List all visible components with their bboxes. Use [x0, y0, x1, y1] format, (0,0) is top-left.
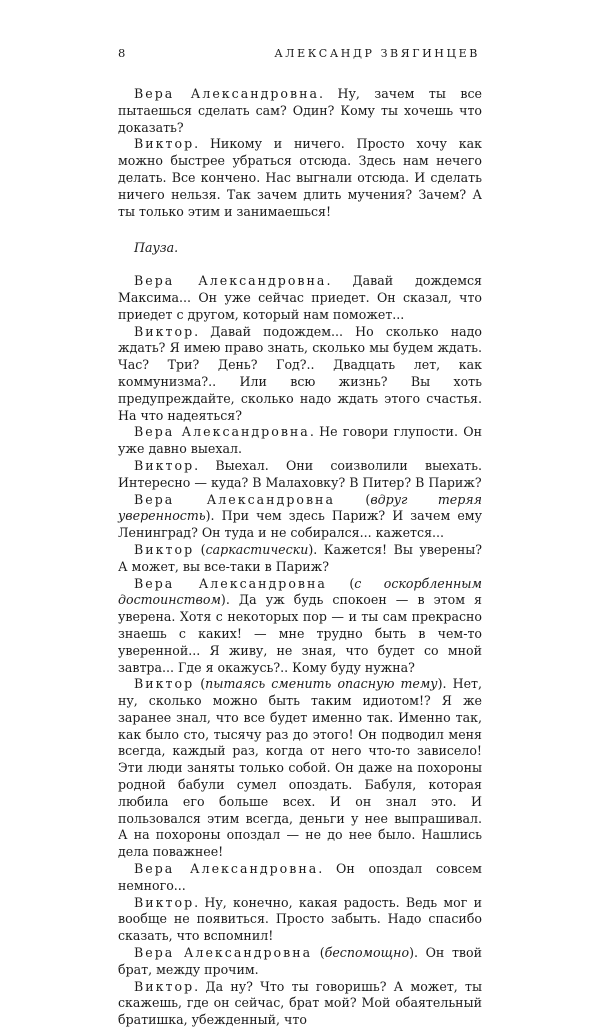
dialogue-paragraph: Виктор. Да ну? Что ты говоришь? А может, ты скажешь, где он сейчас, брат мой? Мой обаятельный братишка, убежденный, что	[118, 978, 483, 1028]
speech-text: Давай подождем... Но сколько надо ждать? Я имею право знать, сколько мы будем ждать. Час? Три? День? Год?.. Двадцать лет, как коммунизма?.. Или всю жизнь? Вы хоть предупреждайте, сколько надо ждать этого счастья. На что надеяться?	[118, 323, 482, 423]
speaker-name: Вера Александровна	[134, 86, 319, 101]
speech-text: Да уж будь спокоен — в этом я уверена. Хотя с некоторых пор — и ты сам прекрасно знаешь с каких! — мне трудно быть в чем-то уверенной... Я живу, не зная, что будет со мной завтра... Где я окажусь?.. Кому буду нужна?	[118, 592, 482, 675]
dialogue-paragraph: Виктор. Никому и ничего. Просто хочу как можно быстрее убраться отсюда. Здесь нам нечего делать. Все кончено. Нас выгнали отсюда. И сделать ничего нельзя. Так зачем длить мучения? Зачем? А ты только этим и занимаешься!	[118, 136, 482, 219]
speaker-name: Виктор	[134, 457, 195, 473]
dialogue-paragraph: Виктор (саркастически). Кажется! Вы уверены? А может, вы все-таки в Париж?	[118, 541, 483, 574]
speech-text: Он твой брат, между прочим.	[118, 945, 482, 977]
speech-text: Он опоздал совсем немного...	[118, 861, 482, 893]
stage-direction: пытаясь сменить опасную тему	[205, 676, 438, 692]
speaker-name: Виктор	[134, 978, 195, 994]
running-title: АЛЕКСАНДР ЗВЯГИНЦЕВ	[274, 47, 480, 60]
speaker-name: Вера Александровна	[134, 861, 319, 877]
speaker-name: Вера Александровна	[134, 424, 310, 440]
speaker-name: Вера Александровна	[134, 945, 313, 961]
speaker-name: Виктор	[134, 676, 195, 692]
speaker-name: Виктор	[134, 323, 195, 339]
play-text	[118, 86, 482, 1029]
running-header	[118, 46, 480, 60]
dialogue-paragraph: Виктор. Выехал. Они соизволили выехать. Интересно — куда? В Малаховку? В Питер? В Париж?	[118, 457, 482, 490]
speech-text: Никому и ничего. Просто хочу как можно быстрее убраться отсюда. Здесь нам нечего делать. Все кончено. Нас выгнали отсюда. И сделать ничего нельзя. Так зачем длить мучения? Зачем? А ты только этим и занимаешься!	[118, 136, 482, 219]
speech-text: Да ну? Что ты говоришь? А может, ты скажешь, где он сейчас, брат мой? Мой обаятельный братишка, убежденный, что	[118, 978, 483, 1028]
dialogue-paragraph: Вера Александровна (вдруг теряя уверенность). При чем здесь Париж? И зачем ему Ленинград? Он туда и не собирался... кажется...	[118, 491, 482, 541]
dialogue-paragraph: Вера Александровна. Ну, зачем ты все пытаешься сделать сам? Один? Кому ты хочешь что доказать?	[118, 86, 482, 135]
speech-text: Ну, зачем ты все пытаешься сделать сам? Один? Кому ты хочешь что доказать?	[118, 86, 482, 135]
dialogue-paragraph: Вера Александровна (с оскорбленным достоинством). Да уж будь спокоен — в этом я уверена. Хотя с некоторых пор — и ты сам прекрасно знаешь с каких! — мне трудно быть в чем-то уверенной... Я живу, не зная, что будет со мной завтра... Где я окажусь?.. Кому буду нужна?	[118, 575, 482, 675]
speaker-name: Вера Александровна	[134, 491, 335, 507]
speech-text: Кажется! Вы уверены? А может, вы все-таки в Париж?	[118, 541, 483, 574]
speech-text: При чем здесь Париж? И зачем ему Ленинград? Он туда и не собирался... кажется...	[118, 508, 482, 541]
speaker-name: Вера Александровна	[134, 575, 327, 591]
speech-text: Не говори глупости. Он уже давно выехал.	[118, 424, 482, 457]
dialogue-paragraph: Вера Александровна (беспомощно). Он твой брат, между прочим.	[118, 945, 482, 977]
stage-direction: саркастически	[205, 541, 309, 557]
speaker-name: Виктор	[134, 894, 195, 910]
speaker-name: Виктор	[134, 541, 195, 557]
dialogue-paragraph: Вера Александровна. Он опоздал совсем немного...	[118, 861, 482, 893]
speech-text: Ну, конечно, какая радость. Ведь мог и вообще не появиться. Просто забыть. Надо спасибо сказать, что вспомнил!	[118, 894, 482, 944]
speech-text: Нет, ну, сколько можно быть таким идиотом!? Я же заранее знал, что все будет именно так. Именно так, как было сто, тысячу раз до этого! Он подводил меня всегда, каждый раз, когда от него что-то зависело! Эти люди заняты только собой. Он даже на похороны родной бабули сумел опоздать. Бабуля, которая любила его больше всех. И он знал это. И пользовался этим всегда, деньги у нее выпрашивал. А на похороны опоздал — не до нее было. Нашлись дела поважнее!	[118, 676, 483, 860]
stage-direction: с оскорбленным достоинством	[118, 575, 482, 608]
dialogue-paragraph: Вера Александровна. Давай дождемся Максима... Он уже сейчас приедет. Он сказал, что приедет с другом, который нам поможет...	[118, 273, 482, 322]
dialogue-paragraph: Виктор. Ну, конечно, какая радость. Ведь мог и вообще не появиться. Просто забыть. Надо спасибо сказать, что вспомнил!	[118, 894, 482, 944]
speech-text: Давай дождемся Максима... Он уже сейчас приедет. Он сказал, что приедет с другом, который нам поможет...	[118, 273, 482, 322]
stage-direction: Пауза.	[134, 240, 179, 256]
speaker-name: Виктор	[134, 136, 195, 152]
stage-direction: вдруг теряя уверенность	[118, 491, 482, 524]
speech-text: Выехал. Они соизволили выехать. Интересно — куда? В Малаховку? В Питер? В Париж?	[118, 457, 482, 490]
stage-direction: беспомощно	[324, 945, 410, 961]
page-number: 8	[118, 46, 126, 60]
dialogue-paragraph: Вера Александровна. Не говори глупости. Он уже давно выехал.	[118, 424, 482, 457]
dialogue-paragraph: Виктор. Давай подождем... Но сколько надо ждать? Я имею право знать, сколько мы будем ждать. Час? Три? День? Год?.. Двадцать лет, как коммунизма?.. Или всю жизнь? Вы хоть предупреждайте, сколько надо ждать этого счастья. На что надеяться?	[118, 323, 482, 423]
dialogue-paragraph: Виктор (пытаясь сменить опасную тему). Нет, ну, сколько можно быть таким идиотом!? Я же заранее знал, что все будет именно так. Именно так, как было сто, тысячу раз до этого! Он подводил меня всегда, каждый раз, когда от него что-то зависело! Эти люди заняты только собой. Он даже на похороны родной бабули сумел опоздать. Бабуля, которая любила его больше всех. И он знал это. И пользовался этим всегда, деньги у нее выпрашивал. А на похороны опоздал — не до нее было. Нашлись дела поважнее!	[118, 676, 483, 860]
speaker-name: Вера Александровна	[134, 273, 327, 289]
